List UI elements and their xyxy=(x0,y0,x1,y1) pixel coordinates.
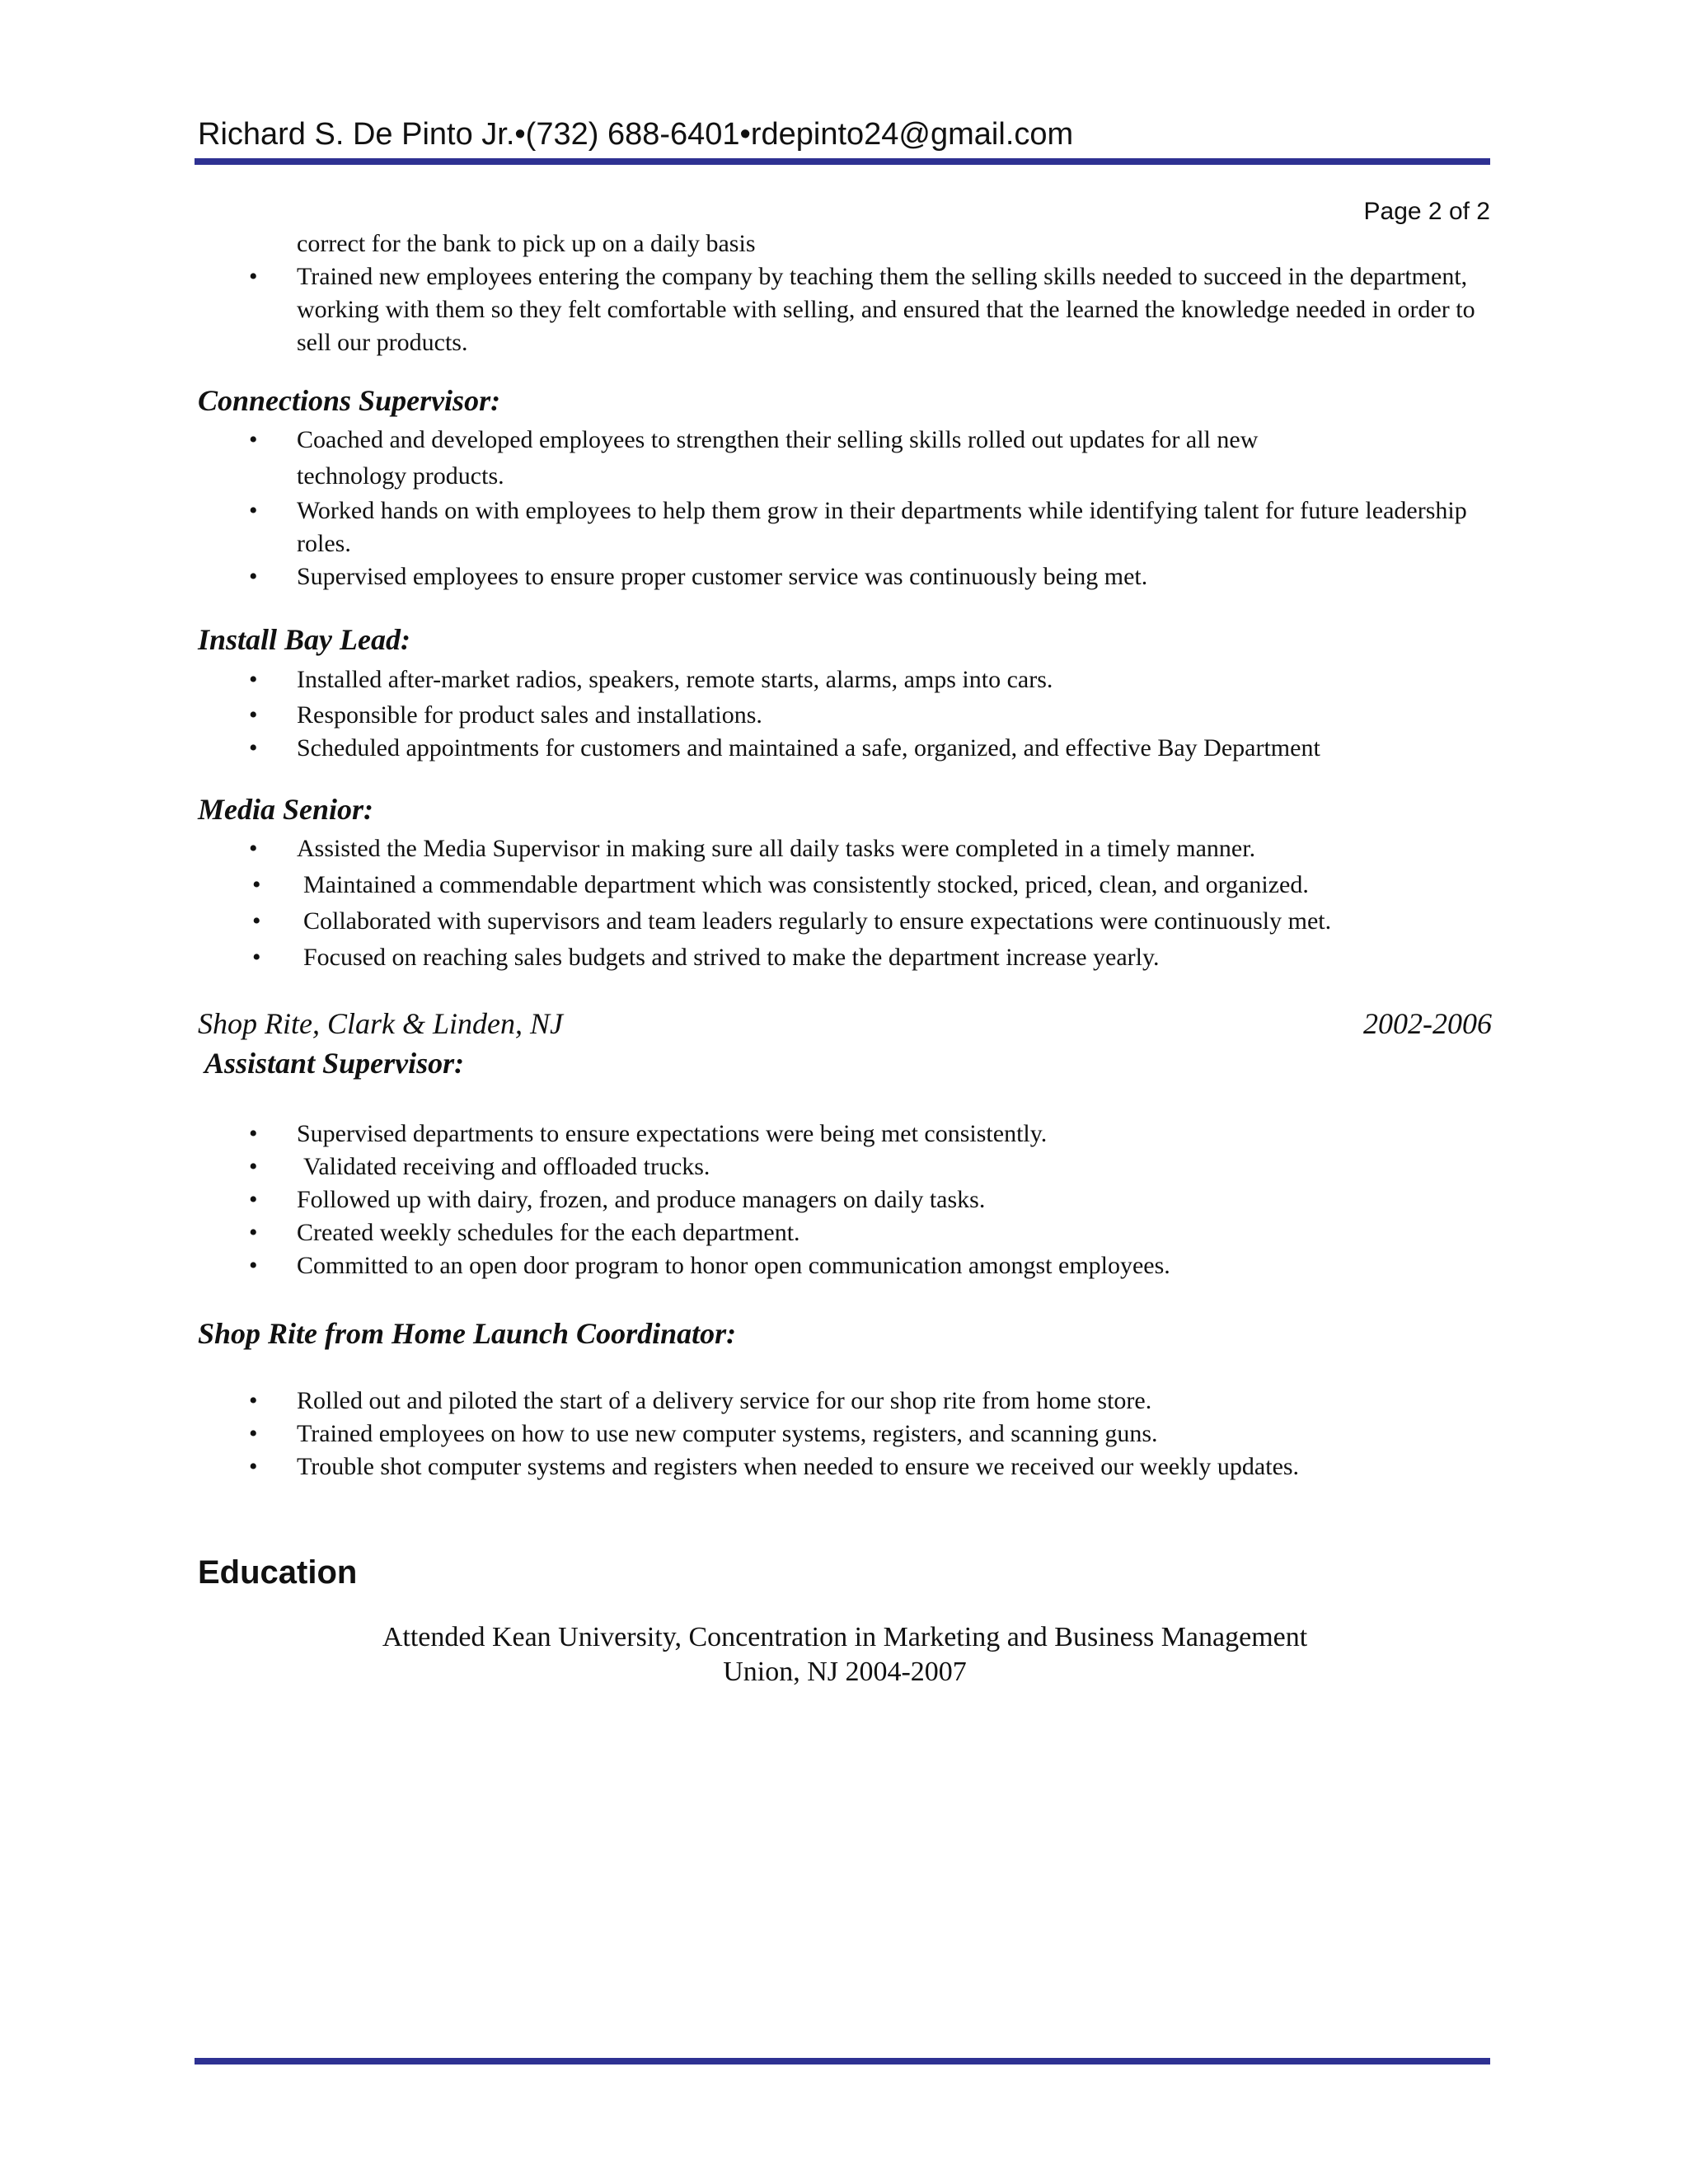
media-section xyxy=(198,791,1492,976)
role-title: Media Senior: xyxy=(198,793,374,826)
list-item-text: Assisted the Media Supervisor in making sure all daily tasks were completed in a timely manner. xyxy=(297,835,1256,862)
bullet-icon: • xyxy=(252,907,261,935)
role-title: Assistant Supervisor: xyxy=(204,1047,465,1080)
continuation-section xyxy=(198,260,1492,359)
connections-list xyxy=(198,422,1492,593)
list-item-text: Validated receiving and offloaded trucks. xyxy=(303,1153,710,1180)
bullet-icon: • xyxy=(249,1219,258,1246)
education-school: Attended Kean University, Concentration in Marketing and Business Management xyxy=(382,1622,1308,1652)
list-item xyxy=(198,903,1492,940)
header-rule xyxy=(195,158,1490,165)
bullet-icon: • xyxy=(249,1420,258,1447)
education-heading: Education xyxy=(198,1554,358,1591)
list-item-text: Worked hands on with employees to help them grow in their departments while identifying talent for future leadership roles. xyxy=(297,497,1467,557)
install-list xyxy=(198,661,1492,765)
launch-list xyxy=(198,1385,1492,1483)
list-item xyxy=(198,831,1492,867)
bullet-icon: • xyxy=(249,734,258,762)
bullet-icon: • xyxy=(249,497,258,524)
list-item xyxy=(198,260,1492,359)
list-item xyxy=(198,732,1492,765)
list-item-text: Trained new employees entering the company by teaching them the selling skills needed to succeed in the department, working with them so they felt comfortable with selling, and ensured that the learned the knowledge needed in order to sell our products. xyxy=(297,263,1475,356)
list-item-text: Scheduled appointments for customers and maintained a safe, organized, and effective Bay Department xyxy=(297,734,1320,762)
bullet-icon: • xyxy=(249,263,258,290)
list-item-text: Committed to an open door program to honor open communication amongst employees. xyxy=(297,1252,1170,1279)
list-item-text: Focused on reaching sales budgets and strived to make the department increase yearly. xyxy=(303,944,1160,971)
list-item xyxy=(198,1418,1492,1451)
list-item xyxy=(198,1451,1492,1483)
bullet-icon: • xyxy=(249,563,258,590)
list-item-text: Trained employees on how to use new computer systems, registers, and scanning guns. xyxy=(297,1420,1158,1447)
list-item xyxy=(198,1385,1492,1418)
list-item xyxy=(198,940,1492,976)
role-title: Install Bay Lead: xyxy=(198,623,410,656)
education-location-dates: Union, NJ 2004-2007 xyxy=(723,1657,967,1687)
list-item-text: Installed after-market radios, speakers, remote starts, alarms, amps into cars. xyxy=(297,666,1053,693)
list-item xyxy=(198,1216,1492,1249)
company-name: Shop Rite, Clark & Linden, NJ xyxy=(198,1007,563,1040)
bullet-icon: • xyxy=(249,1252,258,1279)
list-item-text: Responsible for product sales and installations. xyxy=(297,701,762,729)
list-item xyxy=(198,494,1492,560)
connections-section xyxy=(198,382,1492,593)
role-title: Shop Rite from Home Launch Coordinator: xyxy=(198,1317,737,1350)
bullet-icon: • xyxy=(249,1153,258,1180)
list-item xyxy=(198,661,1492,699)
bullet-icon: • xyxy=(252,944,261,971)
employment-dates: 2002-2006 xyxy=(1363,1007,1492,1040)
list-item-text: Collaborated with supervisors and team leaders regularly to ensure expectations were continuously met. xyxy=(303,907,1332,935)
list-item-text: Coached and developed employees to strengthen their selling skills rolled out updates for all new technology products. xyxy=(297,426,1259,490)
list-item-text: Rolled out and piloted the start of a delivery service for our shop rite from home store. xyxy=(297,1387,1152,1414)
continuation-list xyxy=(198,260,1492,359)
company-row xyxy=(198,1004,1492,1043)
list-item xyxy=(198,867,1492,903)
bullet-icon: • xyxy=(249,426,258,453)
list-item-text: Supervised employees to ensure proper customer service was continuously being met. xyxy=(297,563,1148,590)
shoprite-section xyxy=(198,1004,1492,1282)
role-title: Connections Supervisor: xyxy=(198,384,501,417)
bullet-icon: • xyxy=(249,1186,258,1213)
bullet-icon: • xyxy=(249,835,258,862)
contact-header: Richard S. De Pinto Jr.•(732) 688-6401•rdepinto24@gmail.com xyxy=(198,117,1074,152)
shoprite-list xyxy=(198,1118,1492,1282)
list-item-text: Followed up with dairy, frozen, and produce managers on daily tasks. xyxy=(297,1186,986,1213)
page-number: Page 2 of 2 xyxy=(1363,198,1490,225)
list-item xyxy=(198,1118,1492,1151)
list-item xyxy=(198,1151,1492,1183)
continuation-line: correct for the bank to pick up on a daily basis xyxy=(297,230,756,257)
list-item-text: Supervised departments to ensure expectations were being met consistently. xyxy=(297,1120,1048,1147)
education-block xyxy=(198,1620,1492,1690)
bullet-icon: • xyxy=(252,871,261,898)
bullet-icon: • xyxy=(249,701,258,729)
install-section xyxy=(198,621,1492,765)
bullet-icon: • xyxy=(249,1120,258,1147)
bullet-icon: • xyxy=(249,666,258,693)
launch-section xyxy=(198,1315,1492,1483)
list-item xyxy=(198,1249,1492,1282)
list-item xyxy=(198,422,1286,494)
bullet-icon: • xyxy=(249,1453,258,1480)
list-item xyxy=(198,1183,1492,1216)
list-item-text: Maintained a commendable department which was consistently stocked, priced, clean, and organized. xyxy=(303,871,1309,898)
list-item xyxy=(198,560,1492,593)
list-item-text: Created weekly schedules for the each department. xyxy=(297,1219,800,1246)
footer-rule xyxy=(195,2058,1490,2064)
list-item-text: Trouble shot computer systems and registers when needed to ensure we received our weekly updates. xyxy=(297,1453,1300,1480)
list-item xyxy=(198,699,1492,732)
media-list xyxy=(198,831,1492,976)
bullet-icon: • xyxy=(249,1387,258,1414)
